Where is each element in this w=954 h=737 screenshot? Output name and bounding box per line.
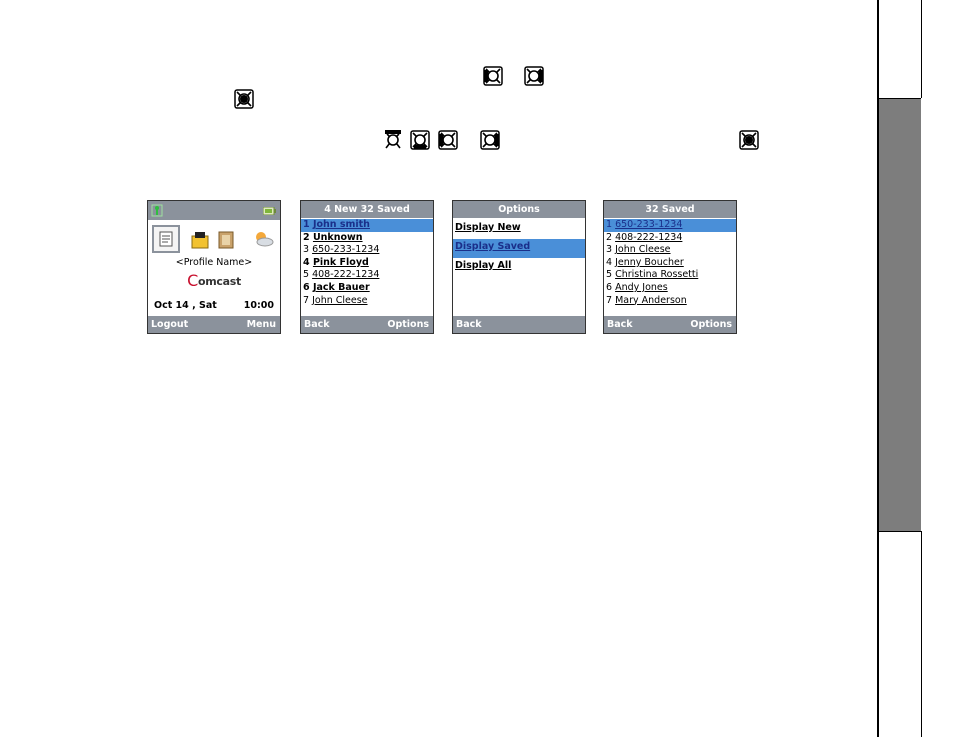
menu-softkey[interactable]: Menu bbox=[246, 319, 276, 330]
nav-select-key-icon bbox=[739, 130, 759, 150]
home-icon-row bbox=[152, 225, 276, 253]
options-softkey[interactable]: Options bbox=[690, 319, 732, 330]
profile-name: <Profile Name> bbox=[175, 257, 253, 268]
screen-title: 4 New 32 Saved bbox=[301, 201, 433, 218]
list-item[interactable]: 4 Pink Floyd bbox=[303, 256, 369, 268]
softkey-bar bbox=[453, 316, 585, 333]
nav-right-key-icon bbox=[524, 66, 544, 86]
list-item[interactable]: 2 Unknown bbox=[303, 231, 363, 243]
list-item[interactable]: 2 408-222-1234 bbox=[606, 231, 683, 243]
list-item[interactable]: 5 408-222-1234 bbox=[303, 269, 380, 281]
nav-down-key-icon bbox=[410, 130, 430, 150]
back-softkey[interactable]: Back bbox=[607, 319, 633, 330]
list-item[interactable]: 3 650-233-1234 bbox=[303, 244, 380, 256]
battery-icon bbox=[263, 207, 276, 218]
list-item[interactable]: 7 Mary Anderson bbox=[606, 294, 687, 306]
phone-screen-call-log-new bbox=[300, 200, 434, 334]
nav-right-key-icon bbox=[480, 130, 500, 150]
saved-list bbox=[604, 218, 736, 307]
side-tab-active bbox=[879, 98, 921, 532]
status-bar bbox=[148, 201, 280, 220]
nav-select-key-icon bbox=[234, 89, 254, 109]
nav-left-key-icon bbox=[438, 130, 458, 150]
option-display-all[interactable]: Display All bbox=[455, 260, 512, 271]
list-item[interactable]: 3 John Cleese bbox=[606, 244, 671, 256]
option-display-new[interactable]: Display New bbox=[455, 222, 521, 233]
side-tab-bottom bbox=[879, 531, 954, 737]
list-item[interactable]: 1 650-233-1234 bbox=[604, 219, 736, 232]
back-softkey[interactable]: Back bbox=[456, 319, 482, 330]
side-tab-top bbox=[879, 0, 954, 98]
options-softkey[interactable]: Options bbox=[387, 319, 429, 330]
signal-icon bbox=[151, 204, 163, 220]
softkey-bar bbox=[604, 316, 736, 333]
date-label: Oct 14 , Sat bbox=[154, 300, 217, 311]
option-display-saved[interactable]: Display Saved bbox=[453, 239, 585, 258]
comcast-logo: Comcast bbox=[187, 271, 241, 290]
phonebook-icon[interactable] bbox=[190, 230, 210, 253]
list-item[interactable]: 5 Christina Rossetti bbox=[606, 269, 699, 281]
list-item[interactable]: 6 Jack Bauer bbox=[303, 281, 370, 293]
list-item[interactable]: 1 John smith bbox=[301, 219, 433, 232]
weather-icon[interactable] bbox=[252, 230, 274, 251]
time-label: 10:00 bbox=[243, 300, 274, 311]
back-softkey[interactable]: Back bbox=[304, 319, 330, 330]
list-item[interactable]: 7 John Cleese bbox=[303, 294, 368, 306]
phone-screen-home bbox=[147, 200, 281, 334]
notebook-icon[interactable] bbox=[216, 230, 236, 253]
screen-title: Options bbox=[453, 201, 585, 218]
list-item[interactable]: 4 Jenny Boucher bbox=[606, 256, 684, 268]
phone-screen-call-log-saved bbox=[603, 200, 737, 334]
logout-softkey[interactable]: Logout bbox=[151, 319, 189, 330]
screen-title: 32 Saved bbox=[604, 201, 736, 218]
nav-left-key-icon bbox=[483, 66, 503, 86]
list-item[interactable]: 6 Andy Jones bbox=[606, 281, 668, 293]
messages-icon[interactable] bbox=[152, 225, 180, 256]
phone-screen-options bbox=[452, 200, 586, 334]
nav-up-key-icon bbox=[383, 130, 403, 150]
softkey-bar bbox=[301, 316, 433, 333]
options-list bbox=[453, 218, 585, 277]
call-list bbox=[301, 218, 433, 307]
date-time bbox=[154, 300, 274, 311]
softkey-bar bbox=[148, 316, 280, 333]
